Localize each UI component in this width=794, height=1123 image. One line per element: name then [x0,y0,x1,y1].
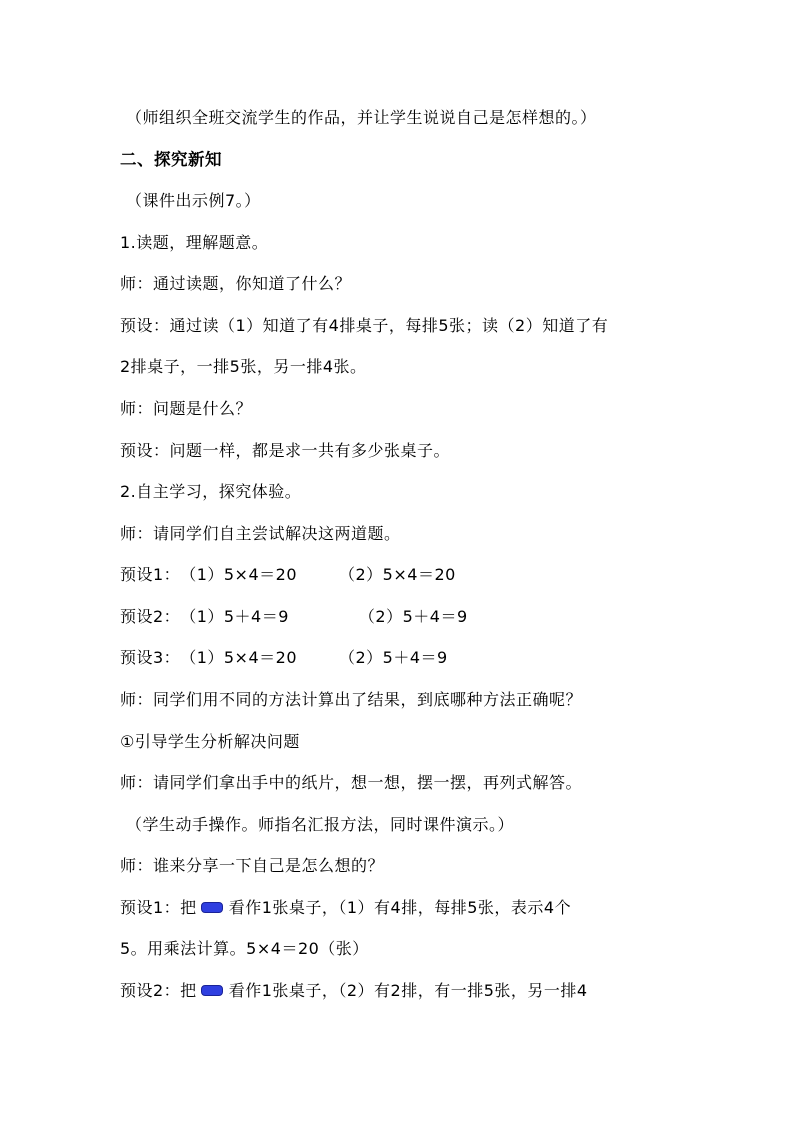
answer-line [120,980,690,1002]
preset-row [120,606,690,628]
text-line: 2.自主学习，探究体验。 [120,482,302,501]
text-line: 2排桌子，一排5张，另一排4张。 [120,357,367,376]
preset-label: 预设2： [120,607,181,626]
desk-icon [201,985,223,996]
preset-label: 预设3： [120,648,181,667]
preset-equation: （1）5＋4＝9 [180,607,289,626]
preset-label: 预设1： [120,565,181,584]
text-line: （学生动手操作。师指名汇报方法，同时课件演示。） [126,815,515,834]
text-line: 师：同学们用不同的方法计算出了结果，到底哪种方法正确呢？ [120,690,583,709]
answer-line [120,897,690,919]
preset-equation: （1）5×4＝20 [180,565,297,584]
text-line: 1.读题，理解题意。 [120,233,269,252]
text-line: 预设：通过读（1）知道了有4排桌子，每排5张；读（2）知道了有 [120,316,609,335]
text-line: 师：问题是什么？ [120,399,253,418]
text-line: 师：谁来分享一下自己是怎么想的？ [120,856,385,875]
preset-equation: （1）5×4＝20 [180,648,297,667]
preset-row [120,564,690,586]
answer-suffix: 看作1张桌子，（1）有4排，每排5张，表示4个 [228,898,572,917]
text-line: 预设：问题一样，都是求一共有多少张桌子。 [120,441,451,460]
text-line: 师：请同学们拿出手中的纸片，想一想，摆一摆，再列式解答。 [120,773,583,792]
preset-equation: （2）5＋4＝9 [358,607,468,626]
text-line: 5。用乘法计算。5×4＝20（张） [120,939,369,958]
desk-icon [201,902,223,913]
answer-prefix: 预设1：把 [120,898,197,917]
text-line: 师：通过读题，你知道了什么？ [120,274,352,293]
text-line: （课件出示例7。） [126,191,261,210]
preset-equation: （2）5＋4＝9 [339,648,448,667]
text-line: 师：请同学们自主尝试解决这两道题。 [120,524,401,543]
preset-equation: （2）5×4＝20 [339,565,456,584]
preset-row [120,647,690,669]
answer-prefix: 预设2：把 [120,981,197,1000]
text-line: （师组织全班交流学生的作品，并让学生说说自己是怎样想的。） [126,108,597,127]
answer-suffix: 看作1张桌子，（2）有2排，有一排5张，另一排4 [228,981,588,1000]
text-line: ①引导学生分析解决问题 [120,732,300,751]
section-heading: 二、探究新知 [120,150,222,169]
